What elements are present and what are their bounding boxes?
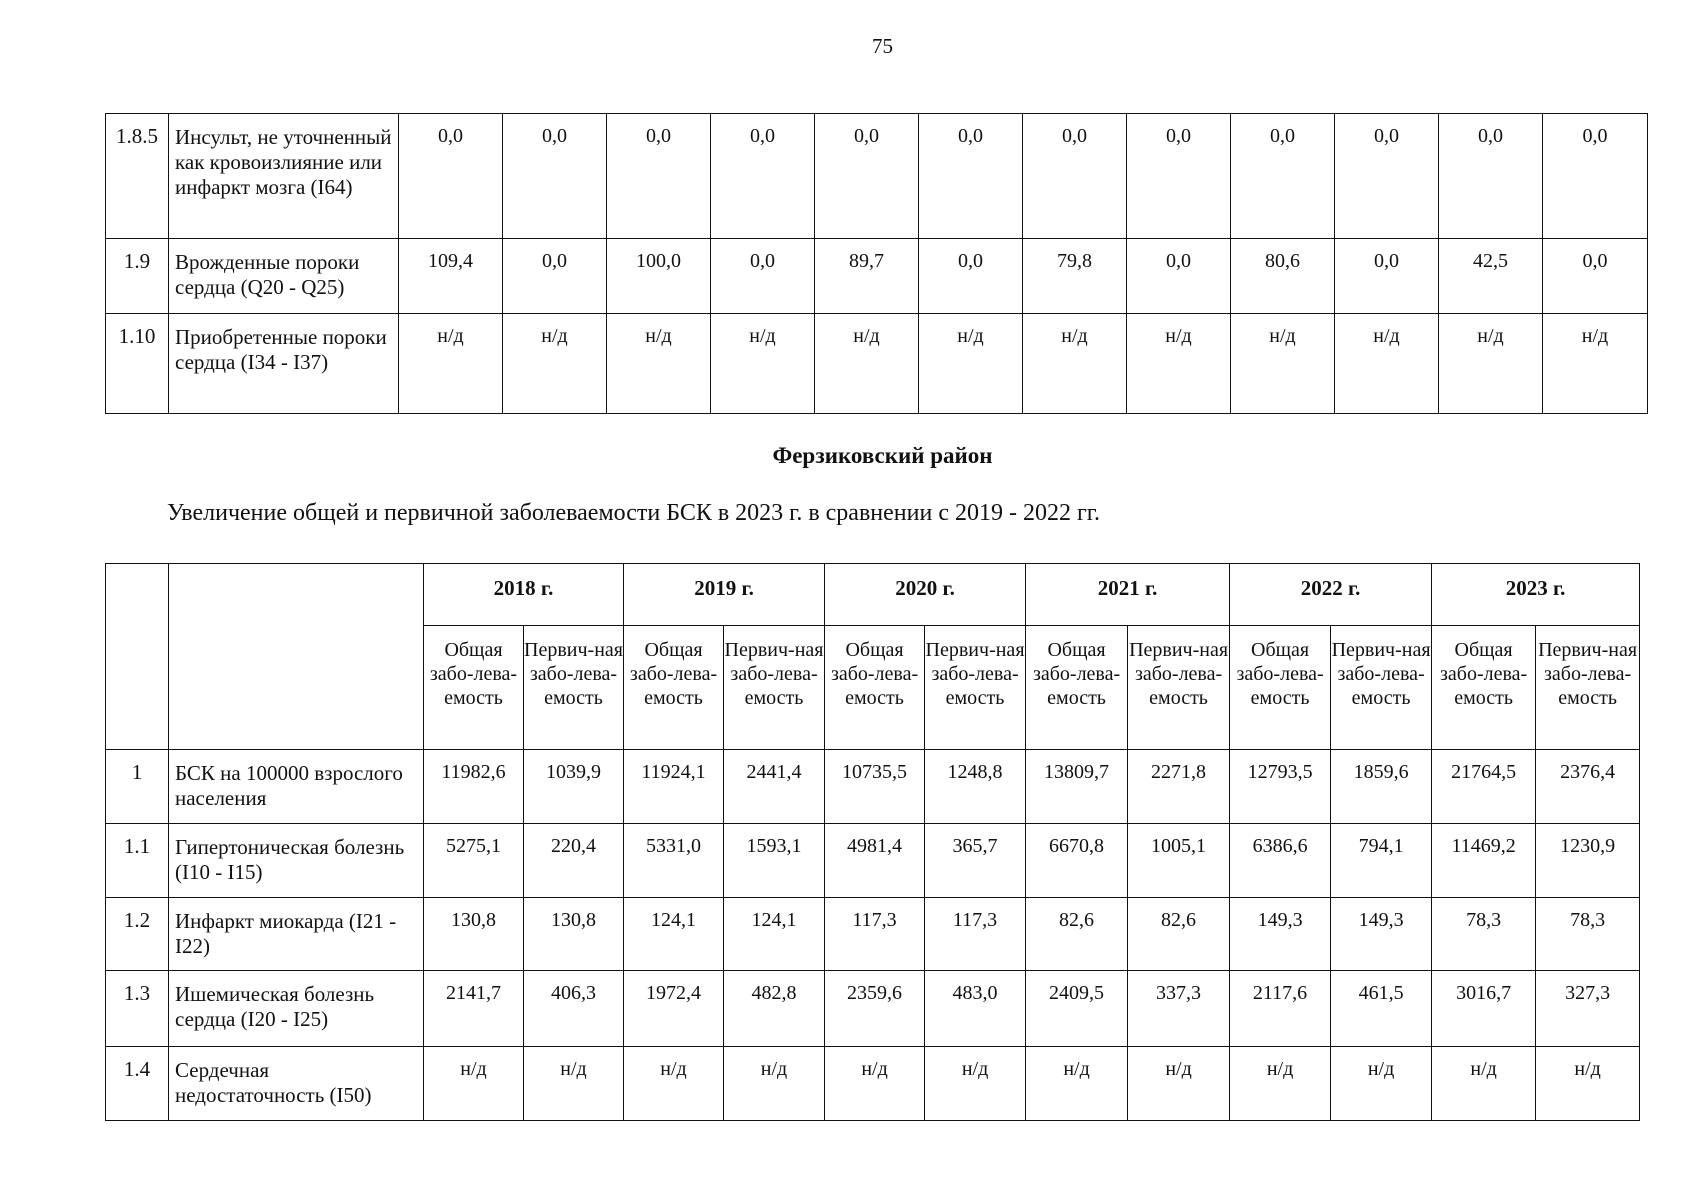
value-cell: 327,3 [1536,971,1640,1047]
row-number: 1.9 [106,239,169,314]
row-number: 1.1 [106,824,169,898]
value-cell: 0,0 [1335,114,1439,239]
value-cell: 2271,8 [1128,750,1230,824]
value-cell: 11469,2 [1432,824,1536,898]
page-number: 75 [872,34,893,58]
row-name: Врожденные пороки сердца (Q20 - Q25) [169,239,399,314]
value-cell: 0,0 [919,239,1023,314]
value-cell: 1230,9 [1536,824,1640,898]
value-cell: 2441,4 [724,750,825,824]
bottom-table-header [106,564,1640,750]
value-cell: 0,0 [711,239,815,314]
top-table [105,113,1648,414]
value-cell: 483,0 [925,971,1026,1047]
value-cell: 82,6 [1128,898,1230,971]
value-cell: 0,0 [503,239,607,314]
value-cell: 0,0 [1023,114,1127,239]
row-number: 1 [106,750,169,824]
value-cell: 2409,5 [1026,971,1128,1047]
row-name: Ишемическая болезнь сердца (I20 - I25) [169,971,424,1047]
value-cell: 0,0 [1127,239,1231,314]
value-cell: 406,3 [524,971,624,1047]
table-row [106,898,1640,971]
primary-incidence-header: Первич-ная забо-лева-емость [925,626,1026,750]
value-cell: 1039,9 [524,750,624,824]
header-empty-name [169,564,424,750]
row-name: Приобретенные пороки сердца (I34 - I37) [169,314,399,414]
year-header: 2018 г. [424,564,624,626]
value-cell: 0,0 [1127,114,1231,239]
value-cell: 0,0 [1335,239,1439,314]
year-header-row [106,564,1640,626]
value-cell: 1972,4 [624,971,724,1047]
value-cell: 794,1 [1331,824,1432,898]
value-cell: н/д [825,1047,925,1121]
value-cell: 0,0 [399,114,503,239]
primary-incidence-header: Первич-ная забо-лева-емость [1536,626,1640,750]
value-cell: 6386,6 [1230,824,1331,898]
general-incidence-header: Общая забо-лева-емость [1026,626,1128,750]
value-cell: 5275,1 [424,824,524,898]
row-number: 1.2 [106,898,169,971]
year-header: 2020 г. [825,564,1026,626]
value-cell: н/д [1331,1047,1432,1121]
general-incidence-header: Общая забо-лева-емость [624,626,724,750]
value-cell: н/д [1439,314,1543,414]
row-number: 1.8.5 [106,114,169,239]
value-cell: 79,8 [1023,239,1127,314]
value-cell: 11982,6 [424,750,524,824]
value-cell: н/д [1026,1047,1128,1121]
value-cell: н/д [624,1047,724,1121]
bottom-table-body [106,750,1640,1121]
row-name: Инфаркт миокарда (I21 - I22) [169,898,424,971]
primary-incidence-header: Первич-ная забо-лева-емость [724,626,825,750]
value-cell: 0,0 [607,114,711,239]
year-header: 2019 г. [624,564,825,626]
row-name: Гипертоническая болезнь (I10 - I15) [169,824,424,898]
table-row [106,971,1640,1047]
value-cell: н/д [1432,1047,1536,1121]
row-name: БСК на 100000 взрослого населения [169,750,424,824]
primary-incidence-header: Первич-ная забо-лева-емость [524,626,624,750]
value-cell: н/д [1335,314,1439,414]
value-cell: 1859,6 [1331,750,1432,824]
value-cell: 100,0 [607,239,711,314]
row-name: Сердечная недостаточность (I50) [169,1047,424,1121]
primary-incidence-header: Первич-ная забо-лева-емость [1128,626,1230,750]
bottom-table [105,563,1640,1121]
value-cell: 89,7 [815,239,919,314]
value-cell: 2376,4 [1536,750,1640,824]
value-cell: н/д [424,1047,524,1121]
value-cell: 2359,6 [825,971,925,1047]
value-cell: 1593,1 [724,824,825,898]
value-cell: н/д [1543,314,1648,414]
value-cell: 365,7 [925,824,1026,898]
value-cell: н/д [1128,1047,1230,1121]
section-title: Ферзиковский район [772,443,993,468]
value-cell: н/д [1230,1047,1331,1121]
general-incidence-header: Общая забо-лева-емость [1432,626,1536,750]
row-number: 1.4 [106,1047,169,1121]
value-cell: н/д [919,314,1023,414]
value-cell: 4981,4 [825,824,925,898]
value-cell: 0,0 [815,114,919,239]
top-table-body [106,114,1648,414]
value-cell: 6670,8 [1026,824,1128,898]
value-cell: 117,3 [925,898,1026,971]
value-cell: 117,3 [825,898,925,971]
value-cell: 42,5 [1439,239,1543,314]
value-cell: 130,8 [424,898,524,971]
value-cell: 149,3 [1230,898,1331,971]
value-cell: 482,8 [724,971,825,1047]
value-cell: 1005,1 [1128,824,1230,898]
value-cell: 82,6 [1026,898,1128,971]
value-cell: 80,6 [1231,239,1335,314]
section-subtitle: Увеличение общей и первичной заболеваемости БСК в 2023 г. в сравнении с 2019 - 2022 гг. [167,500,1100,526]
value-cell: 130,8 [524,898,624,971]
value-cell: 0,0 [503,114,607,239]
value-cell: 461,5 [1331,971,1432,1047]
value-cell: 3016,7 [1432,971,1536,1047]
row-number: 1.3 [106,971,169,1047]
value-cell: 2117,6 [1230,971,1331,1047]
value-cell: 21764,5 [1432,750,1536,824]
table-row [106,824,1640,898]
year-header: 2021 г. [1026,564,1230,626]
value-cell: 149,3 [1331,898,1432,971]
value-cell: н/д [925,1047,1026,1121]
table-row [106,314,1648,414]
value-cell: 10735,5 [825,750,925,824]
value-cell: 2141,7 [424,971,524,1047]
header-empty-num [106,564,169,750]
value-cell: 0,0 [1231,114,1335,239]
value-cell: 0,0 [711,114,815,239]
value-cell: 337,3 [1128,971,1230,1047]
value-cell: н/д [503,314,607,414]
year-header: 2022 г. [1230,564,1432,626]
general-incidence-header: Общая забо-лева-емость [825,626,925,750]
table-row [106,114,1648,239]
year-header: 2023 г. [1432,564,1640,626]
value-cell: н/д [1023,314,1127,414]
value-cell: 124,1 [724,898,825,971]
general-incidence-header: Общая забо-лева-емость [424,626,524,750]
value-cell: 11924,1 [624,750,724,824]
value-cell: н/д [1536,1047,1640,1121]
value-cell: н/д [607,314,711,414]
table-row [106,239,1648,314]
value-cell: н/д [711,314,815,414]
value-cell: 1248,8 [925,750,1026,824]
table-row [106,750,1640,824]
value-cell: 124,1 [624,898,724,971]
value-cell: 220,4 [524,824,624,898]
value-cell: н/д [815,314,919,414]
value-cell: 12793,5 [1230,750,1331,824]
value-cell: н/д [724,1047,825,1121]
value-cell: н/д [399,314,503,414]
row-number: 1.10 [106,314,169,414]
value-cell: 109,4 [399,239,503,314]
primary-incidence-header: Первич-ная забо-лева-емость [1331,626,1432,750]
table-row [106,1047,1640,1121]
value-cell: 78,3 [1536,898,1640,971]
value-cell: н/д [1127,314,1231,414]
value-cell: 78,3 [1432,898,1536,971]
row-name: Инсульт, не уточненный как кровоизлияние или инфаркт мозга (I64) [169,114,399,239]
value-cell: 5331,0 [624,824,724,898]
value-cell: 0,0 [1439,114,1543,239]
value-cell: 13809,7 [1026,750,1128,824]
value-cell: н/д [1231,314,1335,414]
general-incidence-header: Общая забо-лева-емость [1230,626,1331,750]
value-cell: 0,0 [1543,239,1648,314]
value-cell: н/д [524,1047,624,1121]
value-cell: 0,0 [1543,114,1648,239]
value-cell: 0,0 [919,114,1023,239]
